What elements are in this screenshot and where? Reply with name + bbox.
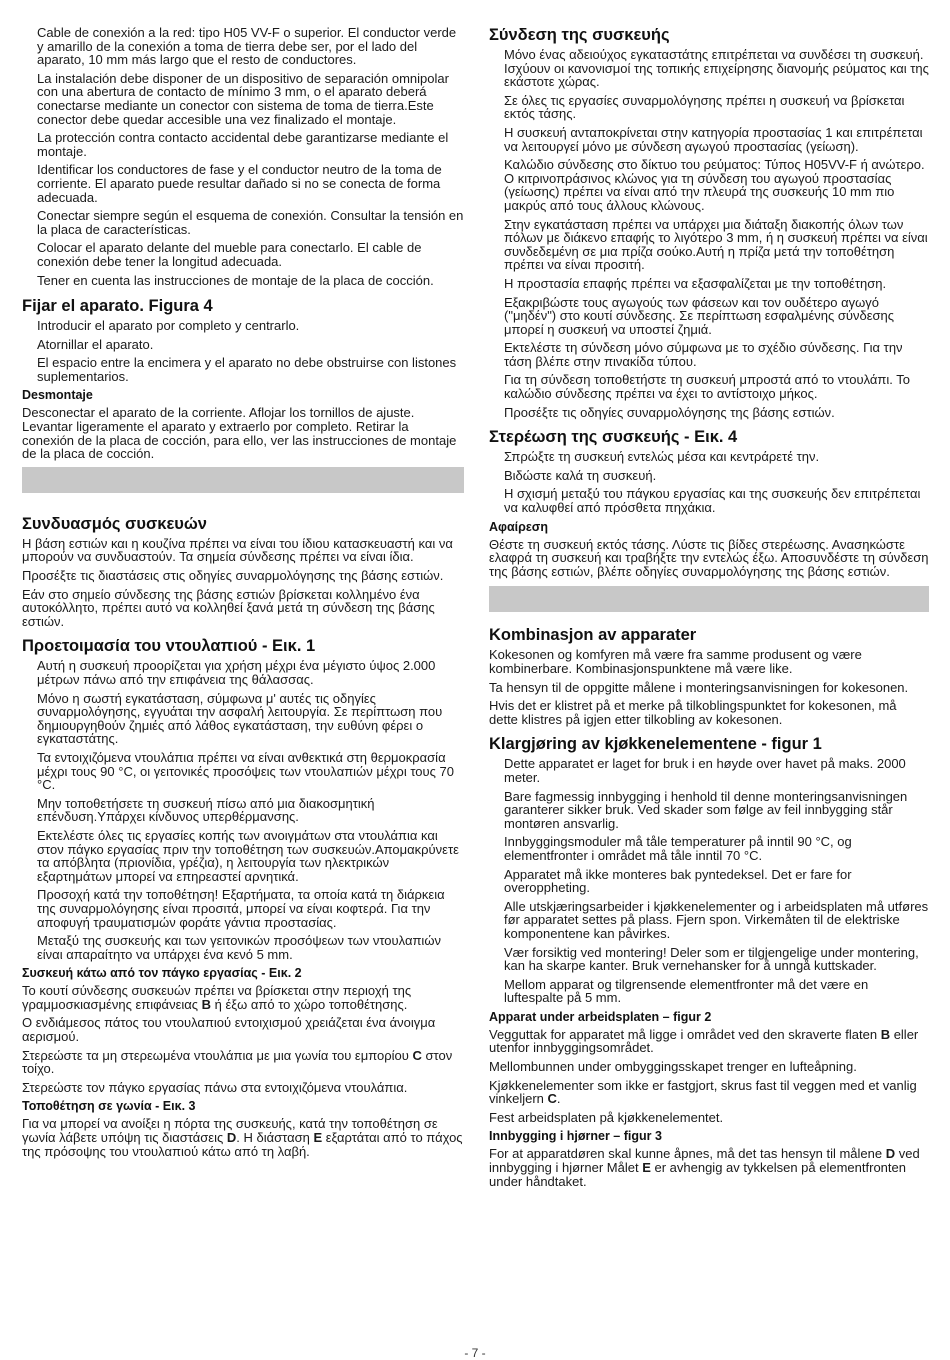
text: στον τοίχο. — [22, 1047, 453, 1077]
text: εξαρτάται από το πάχος της πρόσοψης του ντουλαπιού κάτω από τη λαβή. — [22, 1130, 463, 1159]
list-item: Προσέξτε τις διαστάσεις στις οδηγίες συναρμολόγησης της βάσης εστιών. — [22, 568, 444, 584]
right-column — [489, 26, 929, 1193]
list-item: Η βάση εστιών και η κουζίνα πρέπει να είναι του ίδιου κατασκευαστή και να μπορούν να συνδυαστούν. Τα σημεία σύνδεσης πρέπει να είναι ίδια. — [22, 535, 453, 565]
list-item: Μόνο ένας αδειούχος εγκαταστάτης επιτρέπεται να συνδέσει τη συσκευή. Ισχύουν οι κανονισμοί της τοπικής επιχείρησης διανομής ρεύματος και της εκάστοτε χώρας. — [504, 47, 929, 90]
list-item: Αυτή η συσκευή προορίζεται για χρήση μέχρι ένα μέγιστο ύψος 2.000 μέτρων πάνω από την επιφάνεια της θάλασσας. — [37, 658, 436, 687]
text: Στερεώστε τα μη στερεωμένα ντουλάπια με μια γωνία του εμπορίου — [22, 1047, 413, 1063]
text: Για να μπορεί να ανοίξει η πόρτα της συσκευής, κατά την τοποθέτηση σε γωνία λάβετε υπόψη τις διαστάσεις — [22, 1116, 438, 1146]
text: Το κουτί σύνδεσης συσκευών πρέπει να βρίσκεται στην περιοχή της γραμμοσκιασμένης επιφάνειας — [22, 983, 412, 1012]
corner-text — [22, 1117, 464, 1158]
page-number: - 7 - — [464, 1346, 486, 1360]
corner-text — [489, 1147, 929, 1188]
under-worktop-p1 — [22, 984, 464, 1011]
list-item: Apparatet må ikke monteres bak pyntedeksel. Det er fare for overoppheting. — [504, 866, 852, 896]
list-item: Mellom apparat og tilgrensende elementfronter må det være en luftespalte på 5 mm. — [504, 976, 869, 1006]
heading-connection-greek: Σύνδεση της συσκευής — [489, 26, 670, 44]
label-e: E — [642, 1160, 651, 1176]
list-item: Ta hensyn til de oppgitte målene i monteringsanvisningen for kokesonen. — [489, 679, 909, 695]
list-item: Εάν στο σημείο σύνδεσης της βάσης εστιών βρίσκεται κολλημένο ένα αυτοκόλλητο, πρέπει αυτό να κολληθεί ξανά μετά τη σύνδεση της βάσης εστιών. — [22, 586, 435, 629]
heading-corner-greek: Τοποθέτηση σε γωνία - Εικ. 3 — [22, 1099, 196, 1114]
list-item: Η συσκευή ανταποκρίνεται στην κατηγορία προστασίας 1 και επιτρέπεται να λειτουργεί μόνο με σύνδεση αγωγού προστασίας (γείωση). — [504, 124, 923, 154]
label-d: D — [885, 1146, 896, 1162]
under-worktop-p2: Mellombunnen under ombyggingsskapet trenger en lufteåpning. — [489, 1059, 857, 1075]
list-item: El espacio entre la encimera y el aparato no debe obstruirse con listones suplementarios. — [37, 355, 457, 384]
list-item: Kokesonen og komfyren må være fra samme produsent og være kombinerbare. Kombinasjonspunktene må være like. — [489, 647, 862, 676]
list-item: Σε όλες τις εργασίες συναρμολόγησης πρέπει η συσκευή να βρίσκεται εκτός τάσης. — [504, 92, 905, 122]
label-c: C — [412, 1047, 422, 1063]
spanish-fix-list — [22, 319, 464, 383]
under-worktop-p4: Στερεώστε τον πάγκο εργασίας πάνω στα εντοιχιζόμενα ντουλάπια. — [22, 1079, 408, 1095]
label-b: B — [880, 1026, 891, 1042]
list-item: Introducir el aparato por completo y centrarlo. — [37, 318, 300, 334]
text: . Η διάσταση — [236, 1130, 314, 1146]
list-item: Tener en cuenta las instrucciones de montaje de la placa de cocción. — [37, 272, 434, 288]
list-item: Τα εντοιχιζόμενα ντουλάπια πρέπει να είναι ανθεκτικά στη θερμοκρασία μέχρι τους 90 °C, οι γειτονικές προσόψεις των ντουλαπιών μέχρι τους 70 °C. — [37, 749, 454, 793]
heading-under-worktop-norwegian: Apparat under arbeidsplaten – figur 2 — [489, 1009, 712, 1024]
list-item: Η σχισμή μεταξύ του πάγκου εργασίας και της συσκευής δεν επιτρέπεται να καλυφθεί από πρόσθετα πηχάκια. — [504, 486, 921, 516]
under-worktop-p3 — [22, 1049, 464, 1076]
list-item: Dette apparatet er laget for bruk i en høyde over havet på maks. 2000 meter. — [504, 756, 906, 785]
list-item: Innbyggingsmoduler må tåle temperaturer på inntil 90 °C, og elementfronter i området må tåle inntil 70 °C. — [504, 834, 852, 863]
desmontaje-text: Desconectar el aparato de la corriente. Aflojar los tornillos de ajuste. Levantar ligeramente el aparato y extraerlo por completo. Retirar la conexión de la placa de cocción, para ello, ver las instrucciones de montaje de la placa de cocción. — [22, 405, 457, 462]
list-item: Alle utskjæringsarbeider i kjøkkenelementer og i arbeidsplaten må utføres før apparatet settes på plass. Fjern spon. Virkemåten til de elektriske komponentene kan påvirkes. — [504, 898, 929, 941]
removal-text-greek: Θέστε τη συσκευή εκτός τάσης. Λύστε τις βίδες στερέωσης. Ανασηκώστε ελαφρά τη συσκευή και τραβήξτε την εντελώς έξω. Αποσυνδέστε τη σύνδεση της βάσης εστιών, βλέπε οδηγίες συναρμολόγησης της βάσης εστιών. — [489, 536, 929, 579]
heading-under-worktop-greek: Συσκευή κάτω από τον πάγκο εργασίας - Εικ. 2 — [22, 966, 302, 981]
list-item: Vær forsiktig ved montering! Deler som er tilgjengelige under montering, kan ha skarpe kanter. Bruk vernehansker for å unngå kuttskader. — [504, 944, 919, 974]
heading-combo-norwegian: Kombinasjon av apparater — [489, 626, 697, 645]
list-item: La protección contra contacto accidental debe garantizarse mediante el montaje. — [37, 130, 449, 159]
list-item: Conectar siempre según el esquema de conexión. Consultar la tensión en la placa de características. — [37, 208, 464, 237]
left-column — [22, 26, 464, 1163]
under-worktop-p3 — [489, 1079, 929, 1106]
heading-desmontaje: Desmontaje — [22, 388, 93, 403]
list-item: Στην εγκατάσταση πρέπει να υπάρχει μια διάταξη διακοπής όλων των πόλων με διάκενο επαφής το λιγότερο 3 mm, ή η συσκευή πρέπει να είναι συνδεδεμένη σε μια πρίζα σούκο.Αυτή η πρίζα μετά την τοποθέτηση πρέπει να είναι προσιτή. — [504, 216, 928, 273]
greek-combo-list — [22, 537, 464, 629]
heading-combo-greek: Συνδυασμός συσκευών — [22, 514, 207, 533]
text: Kjøkkenelementer som ikke er fastgjort, skrus fast til veggen med et vanlig vinkeljern — [489, 1077, 917, 1107]
list-item: Η προστασία επαφής πρέπει να εξασφαλίζεται με την τοποθέτηση. — [504, 275, 887, 291]
spanish-connection-list — [22, 26, 464, 287]
list-item: Καλώδιο σύνδεσης στο δίκτυο του ρεύματος: Τύπος H05VV-F ή ανώτερο. Ο κιτρινοπράσινος κλώνος για τη σύνδεση του αγωγού προστασίας (γείωσης) πρέπει να είναι από την πλευρά της συσκευής 10 mm πιο μακρύς από τους άλλους κλώνους. — [504, 157, 925, 213]
text: ή έξω από το χώρο τοποθέτησης. — [211, 996, 408, 1012]
list-item: Εκτελέστε όλες τις εργασίες κοπής των ανοιγμάτων στα ντουλάπια και στον πάγκο εργασίας πριν την τοποθέτηση των συσκευών.Απομακρύνετε τα απόβλητα (πριονίδια, γρέζια), η λειτουργία των ηλεκτρικών εξαρτημάτων μπορεί να επηρεαστεί αρνητικά. — [37, 827, 459, 884]
list-item: Σπρώξτε τη συσκευή εντελώς μέσα και κεντράρετέ την. — [504, 449, 820, 465]
list-item: Colocar el aparato delante del mueble para conectarlo. El cable de conexión debe tener la longitud adecuada. — [37, 240, 422, 269]
list-item: Identificar los conductores de fase y el conductor neutro de la toma de corriente. El aparato puede resultar dañado si no se conecta de forma adecuada. — [37, 162, 442, 205]
heading-fix-greek: Στερέωση της συσκευής - Εικ. 4 — [489, 428, 738, 447]
list-item: Cable de conexión a la red: tipo H05 VV-F o superior. El conductor verde y amarillo de la conexión a toma de tierra debe ser, por el lado del aparato, 10 mm más largo que el resto de conductores. — [37, 25, 457, 68]
text: For at apparatdøren skal kunne åpnes, må det tas hensyn til målene — [489, 1146, 886, 1162]
heading-fijar-aparato: Fijar el aparato. Figura 4 — [22, 297, 213, 316]
list-item: Μην τοποθετήσετε τη συσκευή πίσω από μια διακοσμητική επένδυση.Υπάρχει κίνδυνος υπερθέρμανσης. — [37, 795, 375, 825]
greek-connection-list — [489, 48, 929, 419]
list-item: Προσέξτε τις οδηγίες συναρμολόγησης της βάσης εστιών. — [504, 404, 835, 420]
text: . — [556, 1091, 561, 1107]
text: eller utenfor innbyggingsområdet. — [489, 1026, 919, 1056]
list-item: Μόνο η σωστή εγκατάσταση, σύμφωνα μ' αυτές τις οδηγίες συναρμολόγησης, εγγυάται την ασφαλή λειτουργία. Σε περίπτωση που δημιουργηθούν ζημιές από λάθος εγκατάσταση, την ευθύνη φέρει ο εγκαταστάτης. — [37, 690, 443, 747]
under-worktop-p2: Ο ενδιάμεσος πάτος του ντουλαπιού εντοιχισμού χρειάζεται ένα άνοιγμα αερισμού. — [22, 1015, 436, 1045]
list-item: Atornillar el aparato. — [37, 336, 154, 352]
label-e: E — [313, 1130, 323, 1146]
text: ved innbygging i hjørner Målet — [489, 1146, 920, 1176]
label-c: C — [547, 1091, 557, 1107]
under-worktop-p1 — [489, 1028, 929, 1055]
norwegian-combo-list — [489, 648, 929, 726]
section-separator-bar — [489, 586, 929, 612]
list-item: Hvis det er klistret på et merke på tilkoblingspunktet for kokesonen, må dette klistres på igjen etter tilkobling av kokesonen. — [489, 698, 897, 727]
norwegian-prep-list — [489, 757, 929, 1005]
greek-prep-list — [22, 659, 464, 961]
greek-fix-list — [489, 450, 929, 514]
under-worktop-p4: Fest arbeidsplaten på kjøkkenelementet. — [489, 1109, 724, 1125]
list-item: Bare fagmessig innbygging i henhold til denne monteringsanvisningen garanterer sikker bruk. Ved skader som følge av feil innbygging står montøren ansvarlig. — [504, 788, 908, 831]
list-item: Μεταξύ της συσκευής και των γειτονικών προσόψεων των ντουλαπιών είναι απαραίτητο να υπάρχει ένα κενό 5 mm. — [37, 933, 441, 962]
heading-corner-norwegian: Innbygging i hjørner – figur 3 — [489, 1129, 662, 1144]
text: Vegguttak for apparatet må ligge i området ved den skraverte flaten — [489, 1026, 881, 1042]
list-item: Εξακριβώστε τους αγωγούς των φάσεων και τον ουδέτερο αγωγό ("μηδέν") στο κουτί σύνδεσης. Σε περίπτωση εσφαλμένης σύνδεσης μπορεί η συσκευή να υποστεί ζημιά. — [504, 294, 895, 337]
text: er avhengig av tykkelsen på elementfronten under håndtaket. — [489, 1160, 906, 1189]
list-item: La instalación debe disponer de un dispositivo de separación omnipolar con una abertura de contacto de mínimo 3 mm, o el aparato deberá conectarse mediante un conector con sistema de toma de tierra.Este conector debe quedar accesible una vez finalizado el montaje. — [37, 70, 449, 127]
label-d: D — [226, 1130, 237, 1146]
list-item: Για τη σύνδεση τοποθετήστε τη συσκευή μπροστά από το ντουλάπι. Το καλώδιο σύνδεσης πρέπει να έχει το αντίστοιχο μήκος. — [504, 372, 910, 402]
heading-prep-greek: Προετοιμασία του ντουλαπιού - Εικ. 1 — [22, 637, 316, 656]
list-item: Εκτελέστε τη σύνδεση μόνο σύμφωνα με το σχέδιο σύνδεσης. Για την τάση βλέπε στην πινακίδα τύπου. — [504, 340, 903, 369]
heading-prep-norwegian: Klargjøring av kjøkkenelementene - figur 1 — [489, 735, 822, 754]
list-item: Βιδώστε καλά τη συσκευή. — [504, 467, 657, 483]
section-separator-bar — [22, 467, 464, 493]
list-item: Προσοχή κατά την τοποθέτηση! Εξαρτήματα, τα οποία κατά τη διάρκεια της συναρμολόγησης είναι προσιτά, μπορεί να είναι κοφτερά. Για την αποφυγή τραυματισμών φοράτε γάντια προστασίας. — [37, 887, 445, 930]
heading-removal-greek: Αφαίρεση — [489, 519, 548, 534]
label-b: B — [201, 996, 212, 1012]
